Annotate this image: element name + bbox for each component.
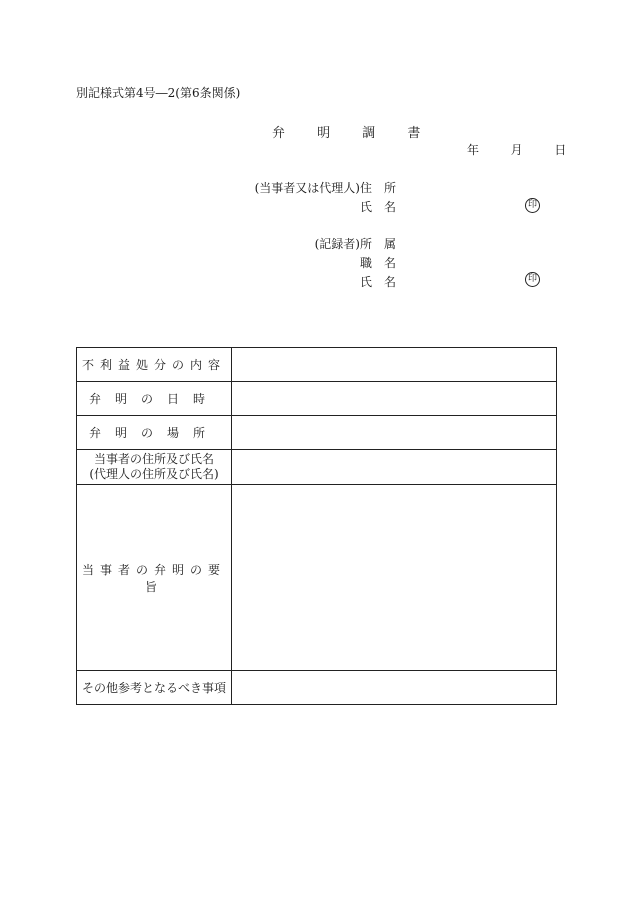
party-address-label: (当事者又は代理人)住 所 [254, 181, 396, 195]
label-hearing-place: 弁明の場所 [77, 416, 232, 450]
date-year: 年 [467, 143, 480, 157]
date-day: 日 [554, 143, 567, 157]
field-party-address-name[interactable] [232, 450, 557, 485]
field-statement-summary[interactable] [232, 485, 557, 671]
party-seal-icon: 印 [525, 198, 540, 213]
field-disadvantage-content[interactable] [232, 348, 557, 382]
label-hearing-datetime: 弁明の日時 [77, 382, 232, 416]
date-month: 月 [510, 143, 523, 157]
statement-table [76, 347, 557, 705]
date-line [467, 141, 566, 158]
table-row [77, 485, 557, 671]
label-party-address-name-line1: 当事者の住所及び氏名 [93, 452, 214, 466]
table-row [77, 450, 557, 485]
table-row [77, 416, 557, 450]
label-party-address-name-line2: (代理人の住所及び氏名) [89, 467, 219, 481]
label-other-references: その他参考となるべき事項 [77, 671, 232, 705]
table-row [77, 348, 557, 382]
field-hearing-datetime[interactable] [232, 382, 557, 416]
recorder-position-label: 職 名 [359, 256, 396, 270]
party-name-label: 氏 名 [359, 200, 396, 214]
form-number: 別記様式第4号―2(第6条関係) [76, 86, 241, 100]
document-title: 弁 明 調 書 [272, 126, 435, 141]
field-other-references[interactable] [232, 671, 557, 705]
table-row [77, 671, 557, 705]
label-disadvantage-content: 不利益処分の内容 [77, 348, 232, 382]
recorder-name-label: 氏 名 [359, 275, 396, 289]
field-hearing-place[interactable] [232, 416, 557, 450]
label-party-address-name [77, 450, 232, 485]
recorder-seal-icon: 印 [525, 272, 540, 287]
table-row [77, 382, 557, 416]
recorder-affiliation-label: (記録者)所 属 [314, 237, 396, 251]
label-statement-summary: 当事者の弁明の要旨 [77, 485, 232, 671]
